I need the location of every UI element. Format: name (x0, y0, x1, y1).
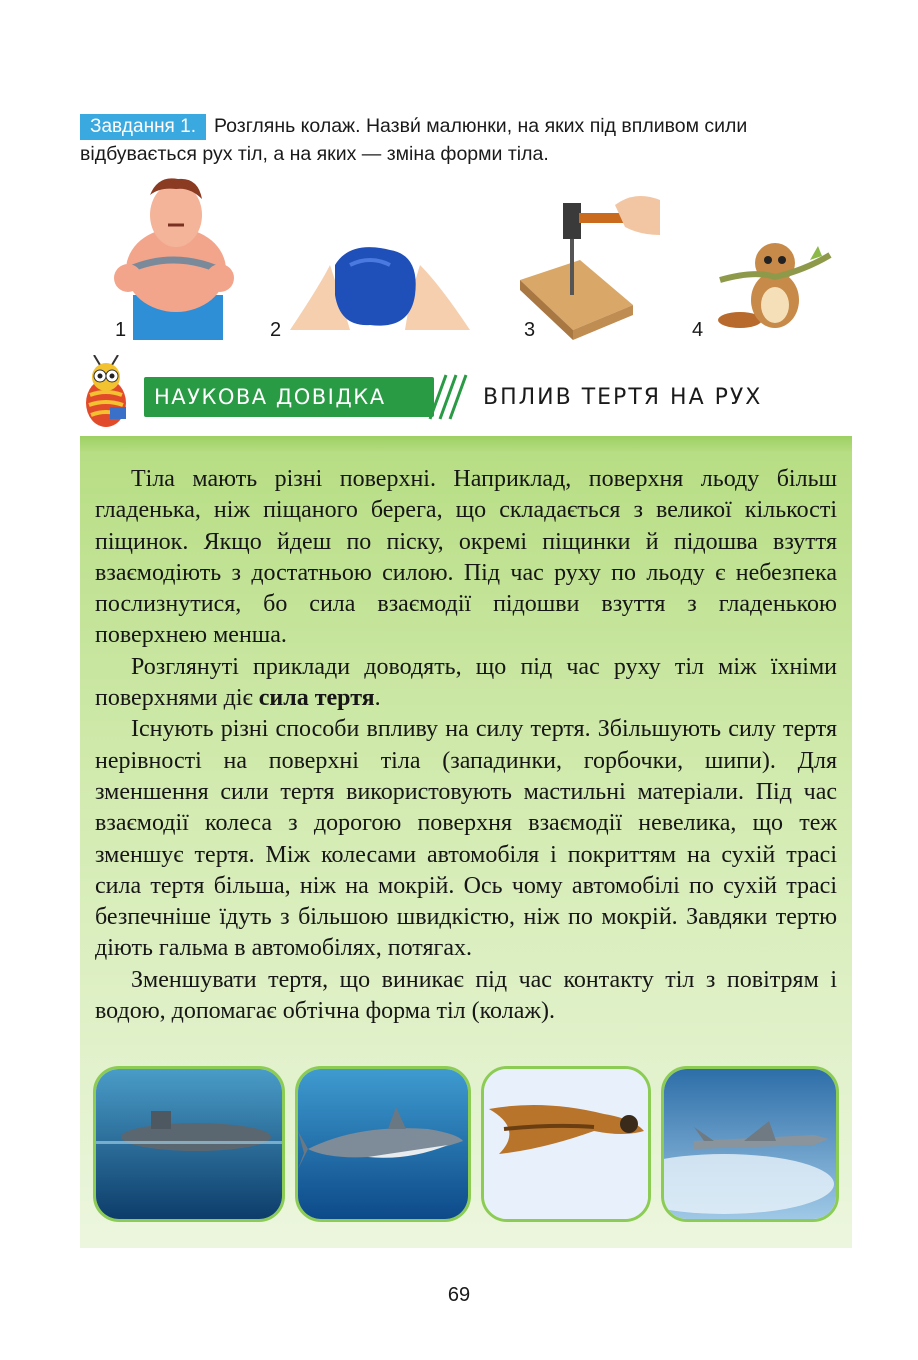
bug-mascot-icon (80, 355, 138, 430)
beaver-with-branch-icon (715, 235, 835, 340)
slash-decoration-icon (428, 373, 468, 426)
task-text: Розглянь колаж. Назви́ малюнки, на яких під впливом сили відбувається рух тіл, а на яких — зміна форми тіла. (80, 115, 748, 165)
task-block (80, 112, 860, 168)
submarine-icon (93, 1066, 285, 1222)
picture-number-2: 2 (270, 319, 282, 341)
reference-text (95, 464, 837, 1027)
paragraph-1: Тіла мають різні поверхні. Наприклад, поверхня льоду більш гладенька, ніж піщаного берега, що складається з великої кількості піщинок. Якщо йдеш по піску, окремі піщинки й підошва взуття взаємодіють з достатньою силою. Під час руху по льоду є небезпека послизнутися, бо сила взаємодії підошви взуття з гладенькою поверхнею менша. (95, 466, 837, 649)
page-number: 69 (447, 1284, 471, 1306)
shark-icon (295, 1066, 471, 1222)
term-friction-force: сила тертя (258, 685, 375, 712)
reference-badge: НАУКОВА ДОВІДКА (144, 377, 434, 417)
reference-header (80, 355, 840, 430)
reference-title: ВПЛИВ ТЕРТЯ НА РУХ (483, 385, 763, 410)
picture-number-3: 3 (524, 319, 536, 341)
picture-collage (0, 175, 918, 350)
task-badge: Завдання 1. (80, 114, 206, 140)
hammer-nail-board-icon (515, 195, 665, 345)
paragraph-4: Зменшувати тертя, що виникає під час контакту тіл з повітрям і водою, допомагає обтічна форма тіл (колаж). (95, 966, 837, 1025)
picture-number-1: 1 (115, 319, 127, 341)
paragraph-3: Існують різні способи впливу на силу тертя. Збільшують силу тертя нерівності на поверхні тіла (западинки, горбочки, шипи). Для зменшення сили тертя використовують мастильні матеріали. Під час взаємодії колеса з дорогою поверхня взаємодії невелика, що теж зменшує тертя. Між колесами автомобіля і покриттям на сухій трасі сила тертя більша, ніж на мокрій. Ось чому автомобілі по сухій трасі безпечніше їдуть з більшою швидкістю, ніж по мокрій. Завдяки тертю діють гальма в автомобілях, потягах. (95, 716, 837, 962)
streamlined-shapes-collage (93, 1066, 839, 1224)
panel-top-band (80, 436, 852, 452)
picture-number-4: 4 (692, 319, 704, 341)
paragraph-2: Розглянуті приклади доводять, що під час руху тіл між їхніми поверхнями діє сила тертя. (95, 653, 837, 712)
falcon-icon (481, 1066, 651, 1222)
hands-squeezing-plasticine-icon (290, 235, 470, 345)
jet-fighter-icon (661, 1066, 839, 1222)
